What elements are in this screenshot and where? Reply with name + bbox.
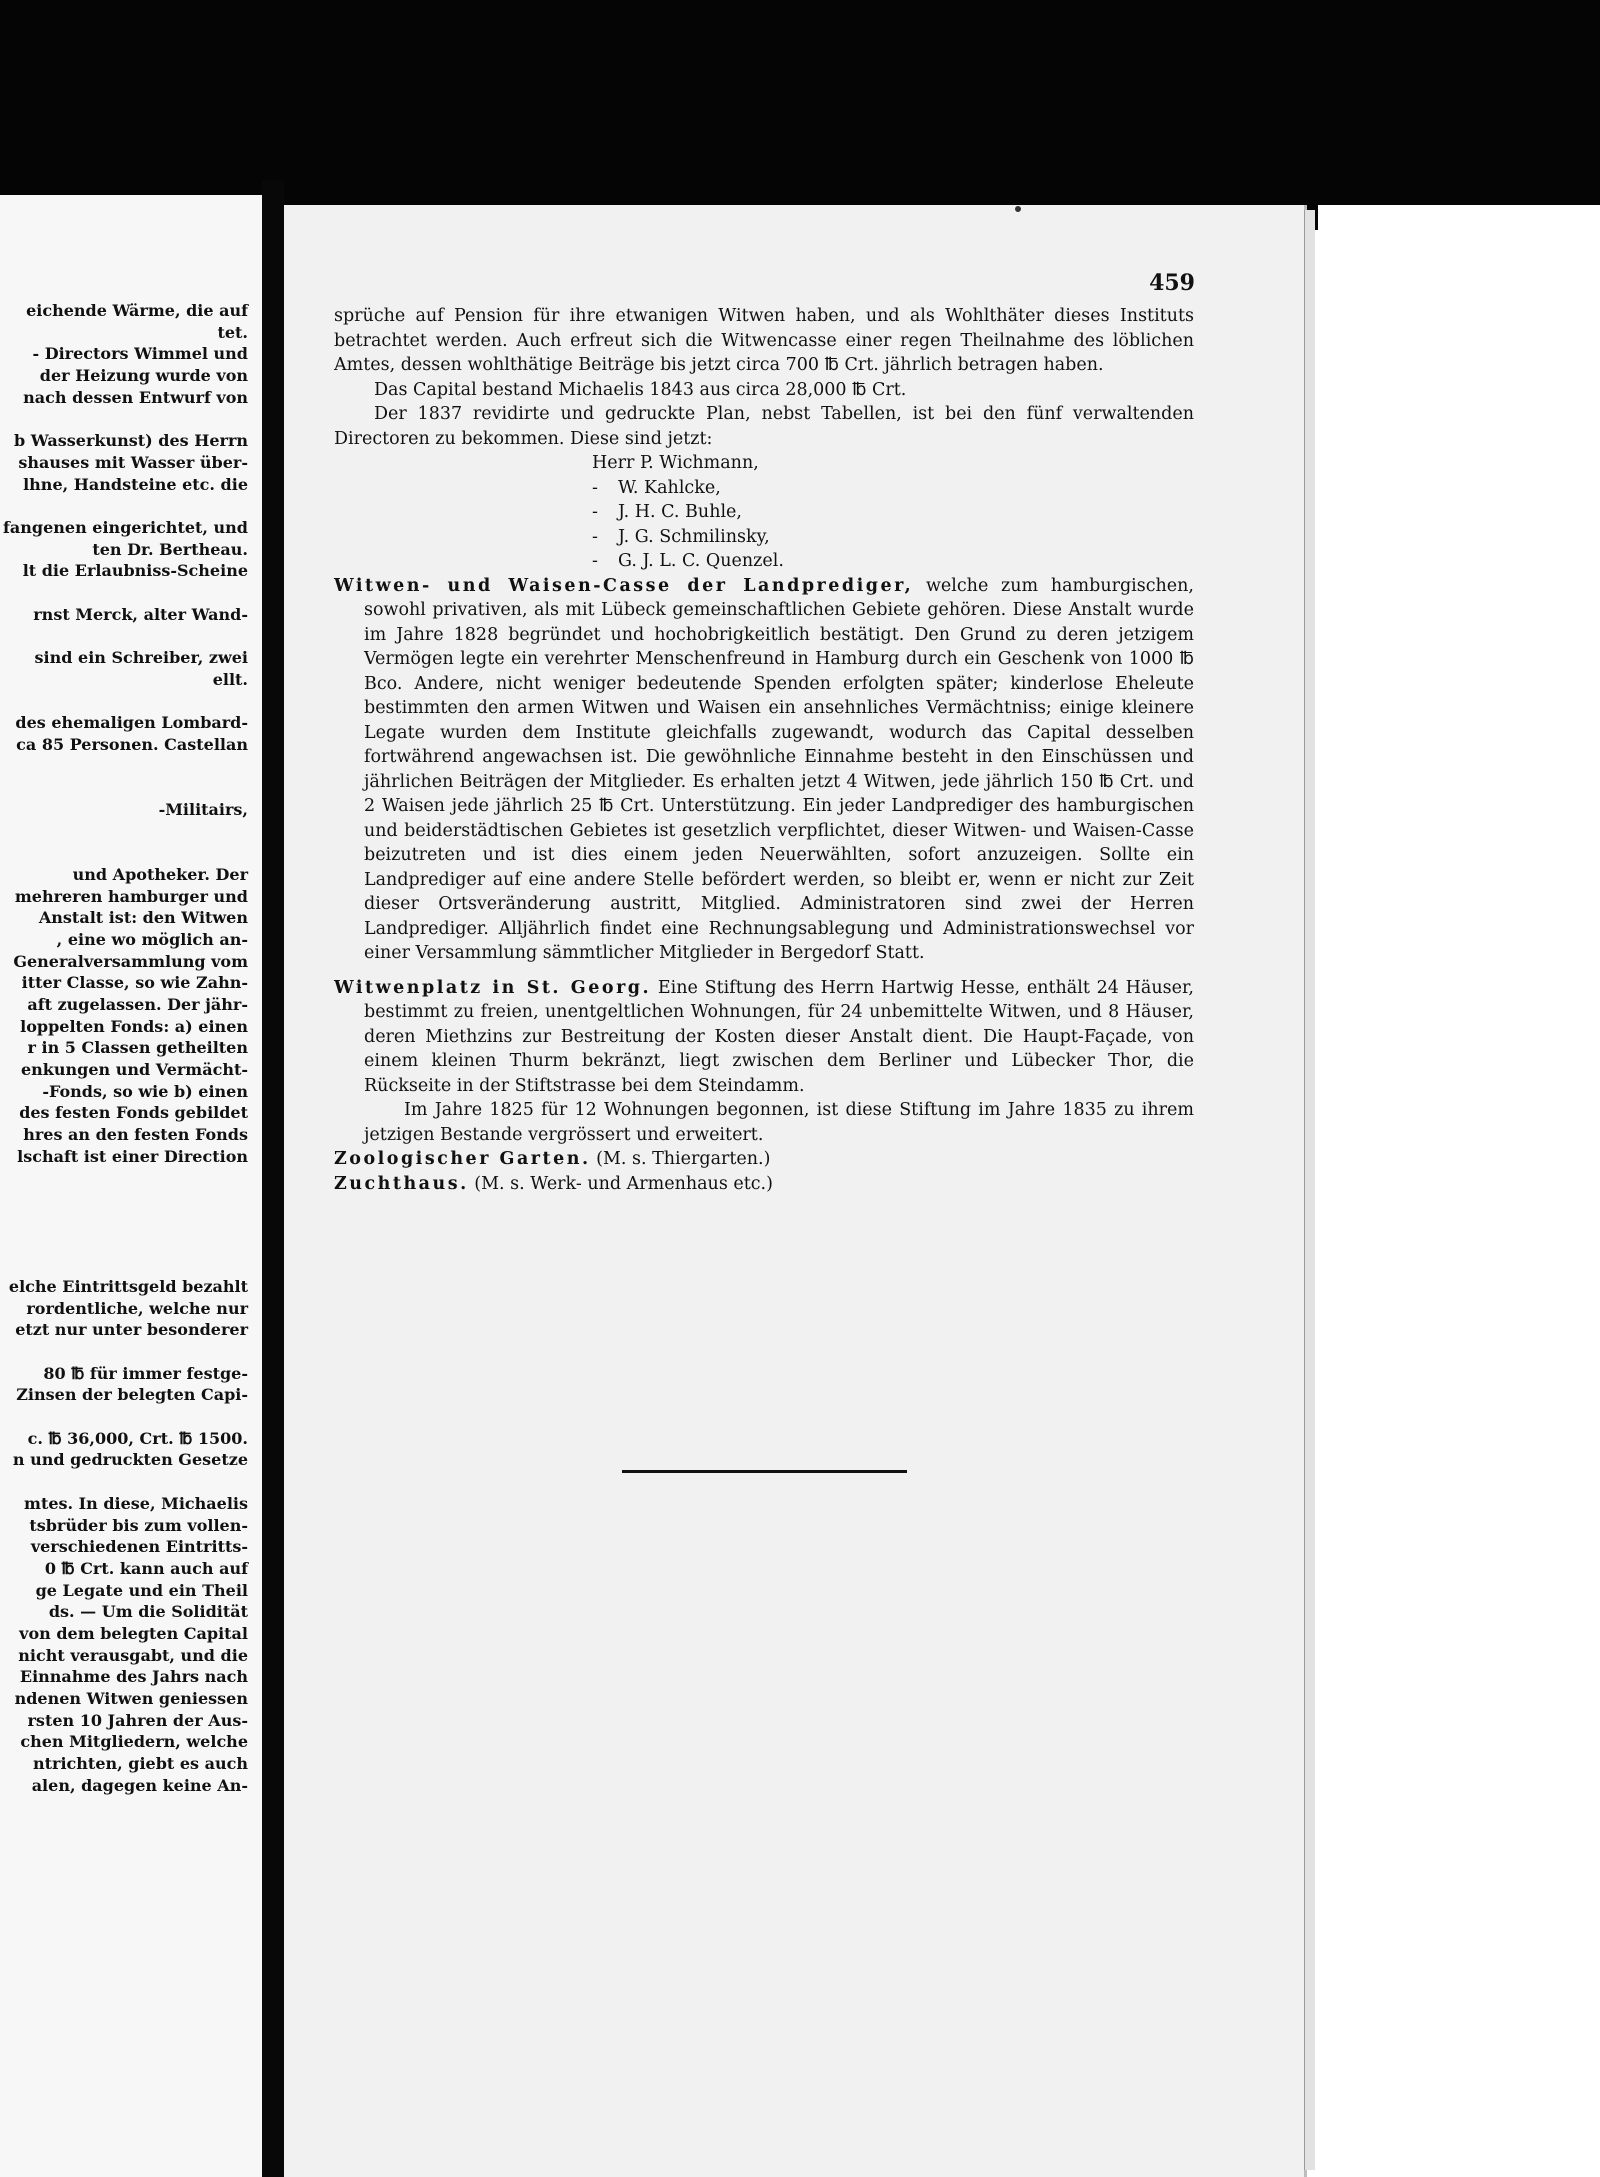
left-page-line: nach dessen Entwurf von [23, 387, 248, 407]
paragraph-plan: Der 1837 revidirte und gedruckte Plan, nebst Tabellen, ist bei den fünf verwaltenden Directoren zu bekommen. Diese sind jetzt: [334, 404, 1194, 449]
left-page-line: rordentliche, welche nur [26, 1298, 248, 1318]
left-page-line: lhne, Handsteine etc. die [23, 474, 248, 494]
left-page-line: fangenen eingerichtet, und [3, 517, 248, 537]
entry-term: Witwen- und Waisen-Casse der Landprediger, [334, 575, 914, 596]
left-page-line [3, 777, 248, 799]
left-page-line: des ehemaligen Lombard- [15, 713, 248, 733]
left-page-text-fragments [3, 300, 248, 1796]
directors-list [592, 451, 1194, 574]
left-page-line: verschiedenen Eintritts- [30, 1537, 248, 1557]
entry-text: (M. s. Thiergarten.) [596, 1149, 771, 1169]
left-page-line: rnst Merck, alter Wand- [33, 604, 248, 624]
left-page-line: chen Mitgliedern, welche [20, 1732, 248, 1752]
left-page-line [3, 1233, 248, 1255]
left-page-line [3, 1254, 248, 1276]
left-page-line: 0 ℔ Crt. kann auch auf [44, 1558, 248, 1578]
left-page-line: Einnahme des Jahrs nach [19, 1667, 248, 1687]
left-page-line: 80 ℔ für immer festge- [43, 1363, 248, 1383]
entry-text: Eine Stiftung des Herrn Hartwig Hesse, enthält 24 Häuser, bestimmt zu freien, unentgeltlichen Wohnungen, für 24 unbemittelte Witwen, und 8 Häuser, deren Miethzins zur Bestreitung der Kosten dieser Anstalt dient. Die Haupt-Façade, von einem kleinen Thurm bekränzt, liegt zwischen dem Berliner und Lübecker Thor, die Rückseite in der Stiftstrasse bei dem Steindamm. [364, 977, 1194, 1096]
entry-witwenplatz [334, 976, 1194, 1148]
left-page-line: n und gedruckten Gesetze [12, 1450, 248, 1470]
left-page-line: tsbrüder bis zum vollen- [29, 1515, 248, 1535]
left-page-line: mtes. In diese, Michaelis [24, 1493, 248, 1513]
left-page-line [3, 1471, 248, 1493]
left-page-line: ca 85 Personen. Castellan [16, 734, 248, 754]
paragraph-capital: Das Capital bestand Michaelis 1843 aus circa 28,000 ℔ Crt. [374, 379, 907, 400]
page-number: 459 [1149, 270, 1195, 296]
left-page-line [3, 690, 248, 712]
director-item: - G. J. L. C. Quenzel. [592, 551, 784, 571]
left-page-line: Generalversammlung vom [13, 951, 248, 971]
left-page-line: nicht verausgabt, und die [18, 1645, 248, 1665]
left-page-line: lschaft ist einer Direction [17, 1146, 248, 1166]
left-page-line: ge Legate und ein Theil [35, 1580, 248, 1600]
left-page-line: sind ein Schreiber, zwei [34, 648, 248, 667]
left-page-line [3, 1168, 248, 1190]
left-page-line: ellt. [212, 669, 248, 689]
left-page-line: der Heizung wurde von [39, 366, 248, 386]
paragraph-pension: sprüche auf Pension für ihre etwanigen Witwen haben, und als Wohlthäter dieses Instituts betrachtet werden. Auch erfreut sich die Witwencasse einer regen Theilnahme des löblichen Amtes, dessen wohlthätige Beiträge bis jetzt circa 700 ℔ Crt. jährlich betragen haben. [334, 306, 1194, 375]
left-page-line: alen, dagegen keine An- [31, 1775, 248, 1795]
entry-zoologischer-garten [334, 1147, 1194, 1172]
page-edge [1304, 210, 1315, 2170]
entry-text: welche zum hamburgischen, sowohl privativen, als mit Lübeck gemeinschaftlichen Gebiete gehören. Diese Anstalt wurde im Jahre 1828 begründet und hochobrigkeitlich bestätigt. Den Grund zu deren jetzigem Vermögen legte ein verehrter Menschenfreund in Hamburg durch ein Geschenk von 1000 ℔ Bco. Andere, nicht weniger bedeutende Spenden erfolgten später; kinderlose Eheleute bestimmten den armen Witwen und Waisen ein ansehnliches Vermächtniss; einige kleinere Legate wurden dem Institute gleichfalls zugewandt, wodurch das Capital desselben fortwährend angewachsen ist. Die gewöhnliche Einnahme besteht in den Einschüssen und jährlichen Beiträgen der Mitglieder. Es erhalten jetzt 4 Witwen, jede jährlich 150 ℔ Crt. und 2 Waisen jede jährlich 25 ℔ Crt. Unterstützung. Ein jeder Landprediger des hamburgischen und beiderstädtischen Gebietes ist gesetzlich verpflichtet, dieser Witwen- und Waisen-Casse beizutreten und ist dies einem jeden Neuerwählten, sofort anzuzeigen. Sollte ein Landprediger auf eine andere Stelle befördert werden, so bleibt er, wenn er nicht zur Zeit dieser Ortsveränderung austritt, Mitglied. Administratoren sind zwei der Herren Landprediger. Alljährlich findet eine Rechnungsablegung und Administrationswechsel vor einer Versammlung sämmtlicher Mitglieder in Bergedorf Statt. [364, 575, 1194, 963]
section-end-rule [622, 1470, 907, 1473]
left-page-line: ntrichten, giebt es auch [33, 1754, 248, 1774]
left-page-line: hres an den festen Fonds [23, 1125, 248, 1145]
left-page-line: lt die Erlaubniss-Scheine [22, 561, 248, 581]
entry-witwen-waisen-casse [334, 574, 1194, 966]
page-content [334, 304, 1194, 1196]
left-page-line: c. ℔ 36,000, Crt. ℔ 1500. [27, 1428, 248, 1448]
left-page-line [3, 1341, 248, 1363]
director-item: - J. H. C. Buhle, [592, 502, 742, 522]
left-page-line: rsten 10 Jahren der Aus- [27, 1710, 248, 1730]
left-page-line [3, 842, 248, 864]
left-page-line [3, 1211, 248, 1233]
left-page-line: etzt nur unter besonderer [15, 1320, 248, 1340]
left-page-line [3, 1189, 248, 1211]
entry-term: Zuchthaus. [334, 1173, 469, 1194]
left-page [0, 195, 262, 2177]
left-page-line: elche Eintrittsgeld bezahlt [8, 1276, 248, 1296]
director-item: - W. Kahlcke, [592, 477, 721, 498]
print-mark [1015, 206, 1021, 212]
left-page-line [3, 755, 248, 777]
left-page-line [3, 625, 248, 647]
left-page-line: und Apotheker. Der [72, 864, 248, 884]
left-page-line: ndenen Witwen geniessen [14, 1689, 248, 1708]
left-page-line: b Wasserkunst) des Herrn [14, 431, 248, 451]
left-page-line [3, 821, 248, 843]
entry-text-continued: Im Jahre 1825 für 12 Wohnungen begonnen, ist diese Stiftung im Jahre 1835 zu ihrem jetzigen Bestande vergrössert und erweitert. [364, 1100, 1194, 1145]
entry-term: Witwenplatz in St. Georg. [334, 977, 652, 998]
left-page-line: - Directors Wimmel und [32, 344, 248, 364]
left-page-line: eichende Wärme, die auf [26, 301, 248, 320]
left-page-line: aft zugelassen. Der jähr- [27, 995, 248, 1014]
entry-zuchthaus [334, 1172, 1194, 1197]
left-page-line: mehreren hamburger und [14, 886, 248, 906]
left-page-line: r in 5 Classen getheilten [27, 1038, 248, 1058]
entry-term: Zoologischer Garten. [334, 1149, 591, 1169]
left-page-line: loppelten Fonds: a) einen [20, 1016, 248, 1036]
left-page-line: shauses mit Wasser über- [18, 452, 248, 472]
left-page-line [3, 582, 248, 604]
director-item: Herr P. Wichmann, [592, 453, 759, 473]
left-page-line [3, 408, 248, 430]
left-page-line: ds. — Um die Solidität [48, 1602, 248, 1622]
left-page-line: itter Classe, so wie Zahn- [21, 973, 248, 993]
left-page-line [3, 1406, 248, 1428]
director-item: - J. G. Schmilinsky, [592, 526, 770, 547]
left-page-line: enkungen und Vermächt- [20, 1060, 248, 1080]
left-page-line: ten Dr. Bertheau. [92, 539, 248, 559]
left-page-line: von dem belegten Capital [19, 1623, 248, 1643]
book-gutter [262, 180, 284, 2177]
left-page-line: -Fonds, so wie b) einen [42, 1081, 248, 1101]
left-page-line: des festen Fonds gebildet [19, 1103, 248, 1123]
left-page-line: Anstalt ist: den Witwen [38, 908, 248, 928]
scan-margin [1318, 205, 1600, 2177]
left-page-line: tet. [217, 322, 248, 342]
entry-text: (M. s. Werk- und Armenhaus etc.) [474, 1173, 773, 1194]
left-page-line: , eine wo möglich an- [56, 929, 248, 949]
left-page-line [3, 495, 248, 517]
left-page-line: Zinsen der belegten Capi- [16, 1385, 248, 1405]
left-page-line: -Militairs, [158, 799, 248, 819]
